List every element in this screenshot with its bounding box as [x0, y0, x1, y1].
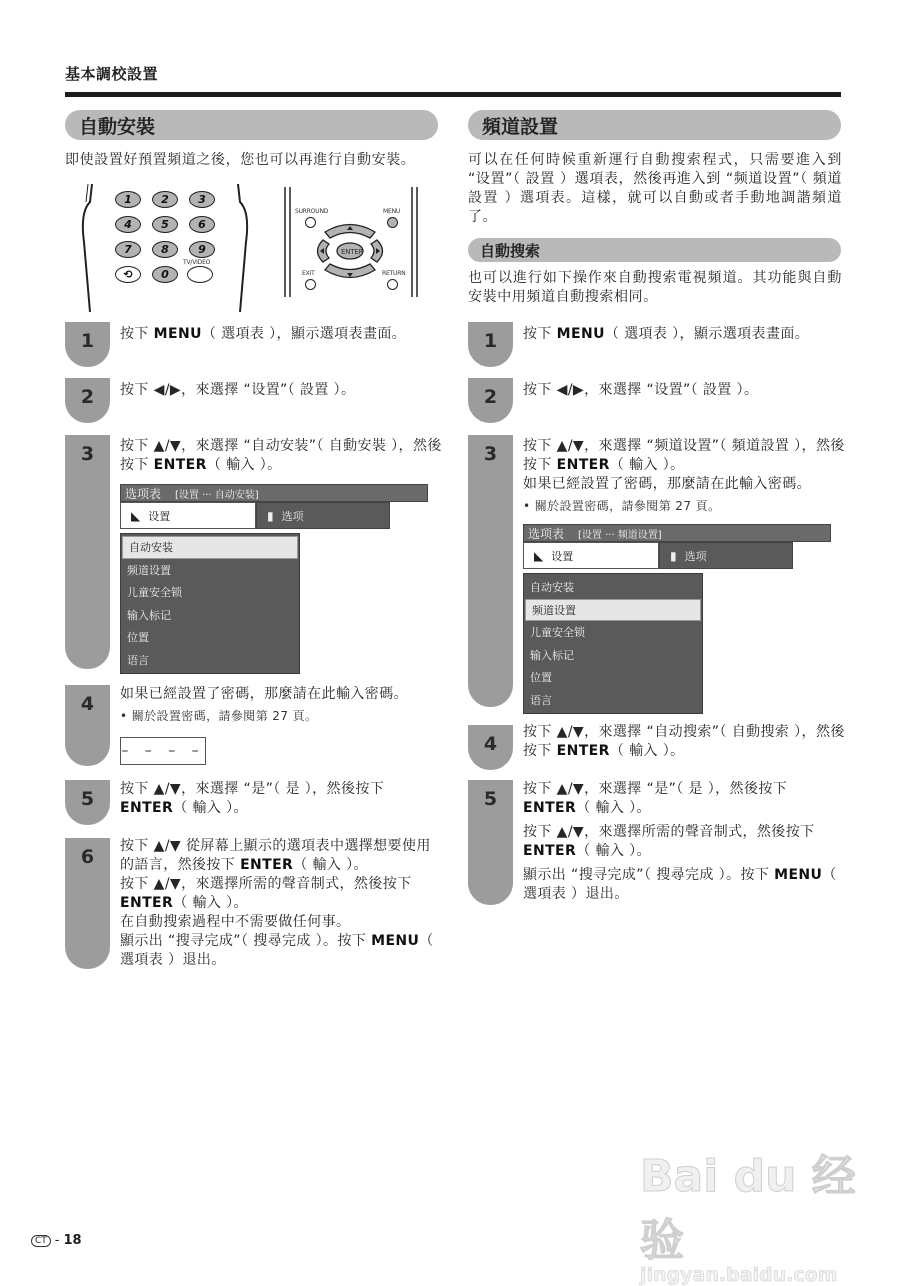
exit-key [305, 279, 316, 290]
return-key [387, 279, 398, 290]
menu-item-input-label[interactable]: 输入标记 [530, 648, 574, 662]
channel-setup-intro: 可以在任何時候重新運行自動搜索程式，只需要進入到 “设置”（ 設置 ）選項表，然後再進入到 “频道设置”（ 頻道設置 ）選項表。這樣，就可以自動或者手動地調諧頻道了。 [468, 152, 842, 225]
options-icon: ▮ [670, 548, 677, 563]
setup-icon: ◣ [131, 508, 141, 523]
menu-item-channel-setup[interactable]: 频道设置 [525, 599, 701, 622]
remote-key-6: 6 [189, 216, 215, 233]
step-5-text: 按下 ▲/▼，來選擇 “是”（ 是 ），然後按下 ENTER（ 輸入 ）。 [120, 781, 385, 816]
menu-list [120, 533, 300, 674]
flashback-key-icon: ⟲ [115, 266, 141, 283]
remote-key-2: 2 [152, 191, 178, 208]
remote-key-1: 1 [115, 191, 141, 208]
step-badge-5: 5 [468, 780, 513, 905]
page-number: 18 [63, 1233, 82, 1248]
step-4-text: 按下 ▲/▼，來選擇 “自动搜索”（ 自動搜索 ），然後按下 ENTER（ 輸入 ）。 [523, 724, 845, 759]
section-title-channel-setup: 頻道設置 [468, 110, 841, 140]
password-note: • 關於設置密碼，請參閱第 27 頁。 [120, 709, 318, 723]
setup-icon: ◣ [534, 548, 544, 563]
menu-title-bar [120, 484, 428, 502]
baidu-watermark [640, 1140, 880, 1286]
step-1-text: 按下 MENU（ 選項表 ），顯示選項表畫面。 [120, 326, 407, 342]
surround-key [305, 217, 316, 228]
step-badge-6: 6 [65, 838, 110, 969]
step-5-text: 按下 ▲/▼，來選擇 “是”（ 是 ），然後按下 ENTER（ 輸入 ）。 按下 ▲/▼，來選擇所需的聲音制式，然後按下 ENTER（ 輸入 ）。 顯示出 “搜寻完成”（ 搜尋完成 ）。按下 MENU（ 選項表 ）退出。 [523, 781, 837, 902]
remote-key-4: 4 [115, 216, 141, 233]
step-badge-3: 3 [65, 435, 110, 669]
step-badge-1: 1 [65, 322, 110, 367]
exit-label: EXIT [302, 270, 315, 277]
remote-key-8: 8 [152, 241, 178, 258]
menu-tab-options[interactable]: ▮ 选项 [256, 502, 390, 529]
menu-tab-options[interactable]: ▮ 选项 [659, 542, 793, 569]
step-2-text: 按下 ◀/▶，來選擇 “设置”（ 設置 ）。 [523, 382, 759, 398]
step-badge-1: 1 [468, 322, 513, 367]
remote-key-3: 3 [189, 191, 215, 208]
tv-menu-auto-install [120, 484, 428, 674]
menu-item-channel-setup[interactable]: 频道设置 [127, 563, 171, 577]
menu-path: [设置 ··· 频道设置] [578, 529, 662, 541]
step-3-text: 按下 ▲/▼，來選擇 “自动安装”（ 自動安裝 ），然後按下 ENTER（ 輸入 ）。 [120, 438, 442, 473]
menu-item-position[interactable]: 位置 [530, 671, 552, 685]
auto-install-intro: 即使設置好預置頻道之後，您也可以再進行自動安裝。 [65, 152, 416, 168]
step-badge-2: 2 [65, 378, 110, 423]
menu-item-auto-install[interactable]: 自动安装 [530, 581, 574, 595]
step-2-text: 按下 ◀/▶，來選擇 “设置”（ 設置 ）。 [120, 382, 356, 398]
menu-label: MENU [383, 208, 401, 215]
surround-label: SURROUND [295, 208, 329, 215]
return-label: RETURN [382, 270, 406, 277]
step-4-text: 如果已經設置了密碼，那麼請在此輸入密碼。 • 關於設置密碼，請參閱第 27 頁。 [120, 685, 445, 726]
menu-title: 选项表 [125, 486, 162, 501]
remote-key-5: 5 [152, 216, 178, 233]
enter-key-label: ENTER [341, 248, 364, 256]
auto-search-intro: 也可以進行如下操作來自動搜索電視頻道。其功能與自動安裝中用頻道自動搜索相同。 [468, 270, 842, 305]
tv-video-label: TV/VIDEO [183, 259, 211, 266]
step-badge-4: 4 [65, 685, 110, 766]
menu-item-child-lock[interactable]: 儿童安全锁 [127, 586, 182, 600]
page-header-title: 基本調校設置 [65, 65, 159, 83]
step-badge-2: 2 [468, 378, 513, 423]
header-rule [65, 92, 841, 97]
watermark-url: jingyan.baidu.com [640, 1264, 838, 1286]
menu-item-language[interactable]: 语言 [127, 653, 149, 667]
step-1-text: 按下 MENU（ 選項表 ），顯示選項表畫面。 [523, 326, 810, 342]
options-icon: ▮ [267, 508, 274, 523]
tv-menu-channel-setup [523, 524, 831, 714]
step-badge-3: 3 [468, 435, 513, 707]
menu-tab-setup[interactable]: ◣ 设置 [523, 542, 659, 569]
menu-path: [设置 ··· 自动安装] [175, 489, 259, 501]
subsection-title-auto-search: 自動搜索 [468, 238, 841, 262]
menu-tab-setup[interactable]: ◣ 设置 [120, 502, 256, 529]
remote-key-9: 9 [189, 241, 215, 258]
menu-title-bar [523, 524, 831, 542]
step-badge-4: 4 [468, 725, 513, 770]
menu-item-auto-install[interactable]: 自动安装 [122, 536, 298, 559]
menu-item-input-label[interactable]: 输入标记 [127, 608, 171, 622]
remote-key-7: 7 [115, 241, 141, 258]
section-title-auto-install: 自動安裝 [65, 110, 438, 140]
menu-item-child-lock[interactable]: 儿童安全锁 [530, 626, 585, 640]
remote-illustration [80, 182, 420, 312]
footer-separator: - [54, 1233, 60, 1248]
menu-list [523, 573, 703, 714]
menu-key [387, 217, 398, 228]
menu-item-language[interactable]: 语言 [530, 693, 552, 707]
menu-item-position[interactable]: 位置 [127, 631, 149, 645]
page-footer [31, 1233, 82, 1248]
step-3-text: 按下 ▲/▼，來選擇 “频道设置”（ 頻道設置 ），然後按下 ENTER（ 輸入 ）。 如果已經設置了密碼，那麼請在此輸入密碼。 • 關於設置密碼，請參閱第 27 頁。 [523, 437, 845, 516]
region-mark-icon: CT [31, 1235, 51, 1247]
password-note: • 關於設置密碼，請參閱第 27 頁。 [523, 499, 721, 513]
watermark-brand: Bai du 经验 [640, 1151, 856, 1266]
menu-title: 选项表 [528, 526, 565, 541]
password-input[interactable]: – – – – [120, 737, 206, 765]
step-6-text: 按下 ▲/▼ 從屏幕上顯示的選項表中選擇想要使用的語言，然後按下 ENTER（ 輸入 ）。 按下 ▲/▼，來選擇所需的聲音制式，然後按下 ENTER（ 輸入 ）。 在自動搜索過程中不需要做任何事。 顯示出 “搜寻完成”（ 搜尋完成 ）。按下 MENU（ 選項表 ）退出。 [120, 838, 434, 968]
tv-video-key [187, 266, 213, 283]
step-badge-5: 5 [65, 780, 110, 825]
remote-key-0: 0 [152, 266, 178, 283]
